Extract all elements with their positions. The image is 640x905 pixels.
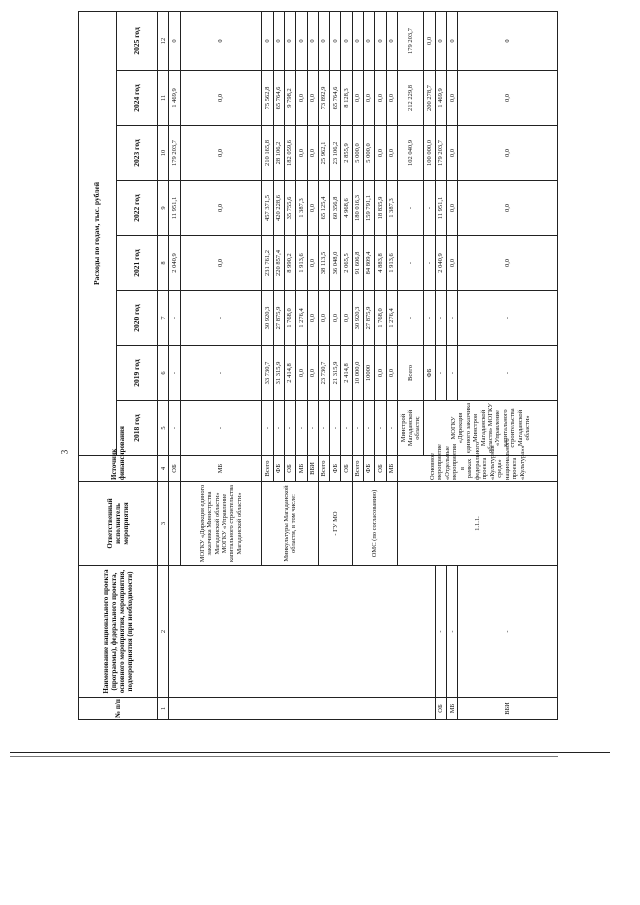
col-number: 3 (158, 482, 169, 566)
col-header-executor: Ответственный исполнитель мероприятия (79, 482, 158, 566)
item-number: 1.1.1. (398, 482, 558, 566)
value-cell: 27 875,9 (273, 291, 284, 346)
value-cell: 8 990,2 (284, 236, 295, 291)
value-cell: 65 764,6 (273, 71, 284, 126)
value-cell: 0,0 (447, 126, 458, 181)
value-cell: 0,0 (307, 181, 318, 236)
value-cell: 0,0 (296, 71, 307, 126)
value-cell: - (341, 401, 352, 456)
year-header: 2024 год (117, 71, 158, 126)
value-cell: - (458, 566, 558, 698)
value-cell: 0 (296, 11, 307, 70)
value-cell: 2 414,8 (284, 346, 295, 401)
table-cell (169, 566, 435, 698)
value-cell: 102 040,9 (398, 126, 424, 181)
value-cell: 18 835,9 (375, 181, 386, 236)
source-cell: Всего (318, 456, 329, 482)
value-cell: 0,0 (386, 71, 397, 126)
value-cell: 179 203,7 (398, 11, 424, 70)
value-cell: 210 165,8 (262, 126, 273, 181)
value-cell: 60 356,8 (330, 181, 341, 236)
value-cell: 0,0 (458, 71, 558, 126)
col-number: 4 (158, 456, 169, 482)
item-name: Основное мероприятие «Отдельные мероприятия в рамках федерального проекта «Культурная среда» национального проекта «Культура»» (398, 456, 558, 482)
page-divider (10, 752, 610, 753)
value-cell: 2 855,9 (341, 126, 352, 181)
value-cell: 0 (447, 11, 458, 70)
value-cell: 180 016,3 (352, 181, 363, 236)
source-cell: ФБ (330, 456, 341, 482)
source-cell: ОБ (284, 456, 295, 482)
col-number: 6 (158, 346, 169, 401)
value-cell: 30 920,3 (352, 291, 363, 346)
value-cell: 1 768,0 (375, 291, 386, 346)
value-cell: 27 875,9 (364, 291, 375, 346)
value-cell: - (352, 401, 363, 456)
value-cell: 11 951,1 (169, 181, 180, 236)
value-cell: 0 (330, 11, 341, 70)
value-cell: 2 414,8 (341, 346, 352, 401)
value-cell: 25 962,1 (318, 126, 329, 181)
col-number: 10 (158, 126, 169, 181)
value-cell: 0,0 (341, 291, 352, 346)
value-cell: 35 755,6 (284, 181, 295, 236)
value-cell: - (424, 236, 435, 291)
value-cell: 84 809,4 (364, 236, 375, 291)
year-header: 2019 год (117, 346, 158, 401)
value-cell: - (180, 401, 261, 456)
value-cell: 1 387,3 (296, 181, 307, 236)
col-number: 9 (158, 181, 169, 236)
year-header: 2023 год (117, 126, 158, 181)
scan-edge-line (10, 756, 558, 757)
value-cell: - (273, 401, 284, 456)
value-cell: 65 125,4 (318, 181, 329, 236)
value-cell: 182 059,6 (284, 126, 295, 181)
value-cell: 0 (386, 11, 397, 70)
value-cell: 0,0 (180, 71, 261, 126)
value-cell: 38 113,5 (318, 236, 329, 291)
value-cell: 0,0 (386, 126, 397, 181)
value-cell: 0 (352, 11, 363, 70)
value-cell: - (296, 401, 307, 456)
value-cell: 0,0 (375, 346, 386, 401)
value-cell: 2 040,9 (435, 236, 446, 291)
value-cell: 0,0 (307, 126, 318, 181)
value-cell: 36 048,0 (330, 236, 341, 291)
value-cell: 0,0 (352, 71, 363, 126)
value-cell: - (169, 401, 180, 456)
value-cell: - (458, 291, 558, 346)
value-cell: 5 000,0 (364, 126, 375, 181)
table-cell (169, 698, 435, 720)
value-cell: 0,0 (447, 236, 458, 291)
value-cell: 0 (341, 11, 352, 70)
value-cell: 30 920,3 (262, 291, 273, 346)
value-cell: - (375, 401, 386, 456)
value-cell: - (398, 236, 424, 291)
value-cell: 33 730,7 (262, 346, 273, 401)
value-cell: 1 768,0 (284, 291, 295, 346)
value-cell: 231 761,2 (262, 236, 273, 291)
value-cell: 179 203,7 (435, 126, 446, 181)
value-cell: - (262, 401, 273, 456)
year-header: 2020 год (117, 291, 158, 346)
value-cell: 1 469,9 (435, 71, 446, 126)
value-cell: 0 (169, 11, 180, 70)
value-cell: 23 106,2 (330, 126, 341, 181)
value-cell: 1 469,9 (169, 71, 180, 126)
value-cell: 10 000,0 (352, 346, 363, 401)
year-header: 2018 год (117, 401, 158, 456)
value-cell: 0,0 (458, 126, 558, 181)
source-cell: МБ (296, 456, 307, 482)
value-cell: - (447, 566, 458, 698)
value-cell: 0 (375, 11, 386, 70)
col-header-source: Источник финансирования (79, 456, 158, 482)
executor-cell: Минстрой Магаданской области; (398, 401, 424, 456)
value-cell: 2 040,9 (169, 236, 180, 291)
executor-cell: - ГУ МО (318, 482, 352, 566)
value-cell: - (386, 401, 397, 456)
value-cell: 0 (180, 11, 261, 70)
col-number: 12 (158, 11, 169, 70)
value-cell: 0,0 (364, 71, 375, 126)
value-cell: - (364, 401, 375, 456)
source-cell: МБ (180, 456, 261, 482)
value-cell: 0 (262, 11, 273, 70)
value-cell: 0,0 (307, 236, 318, 291)
value-cell: 0,0 (296, 126, 307, 181)
source-cell: Всего (262, 456, 273, 482)
source-cell: ФБ (364, 456, 375, 482)
source-cell: ВБИ (307, 456, 318, 482)
value-cell: 28 106,2 (273, 126, 284, 181)
value-cell: 0,0 (180, 126, 261, 181)
rotated-page (78, 12, 558, 720)
value-cell: 4 883,8 (375, 236, 386, 291)
value-cell: 0,0 (307, 346, 318, 401)
value-cell: - (307, 401, 318, 456)
value-cell: 420 228,6 (273, 181, 284, 236)
value-cell: 212 229,8 (398, 71, 424, 126)
value-cell: 91 606,8 (352, 236, 363, 291)
value-cell: 0 (318, 11, 329, 70)
source-cell: Всего (398, 346, 424, 401)
value-cell: 1 276,4 (296, 291, 307, 346)
value-cell: 0 (307, 11, 318, 70)
value-cell: 11 951,1 (435, 181, 446, 236)
value-cell: 8 128,3 (341, 71, 352, 126)
value-cell: - (458, 346, 558, 401)
value-cell: - (169, 291, 180, 346)
value-cell: - (284, 401, 295, 456)
value-cell: 220 857,4 (273, 236, 284, 291)
value-cell: - (435, 291, 446, 346)
value-cell: 179 203,7 (169, 126, 180, 181)
value-cell: 0,0 (447, 181, 458, 236)
table-cell (169, 482, 180, 566)
col-number: 8 (158, 236, 169, 291)
value-cell: 159 791,1 (364, 181, 375, 236)
executor-cell: МОГКУ «Дирекция единого заказчика Министрства Магаданской области» МОГКУ «Управление капитального строительства Магаданской области» (180, 482, 261, 566)
value-cell: - (398, 181, 424, 236)
col-header-num: № п/п (79, 698, 158, 720)
value-cell: 0,0 (424, 11, 435, 70)
budget-table-container (78, 12, 558, 720)
executor-cell: Минкультуры Магаданской области, в том числе: (262, 482, 319, 566)
value-cell: 0,0 (307, 71, 318, 126)
value-cell: 0,0 (375, 126, 386, 181)
value-cell: - (398, 291, 424, 346)
value-cell: - (435, 566, 446, 698)
source-cell: ОБ (341, 456, 352, 482)
budget-table (78, 11, 558, 720)
value-cell: 0,0 (180, 181, 261, 236)
value-cell: - (447, 291, 458, 346)
value-cell: - (424, 181, 435, 236)
value-cell: 0,0 (458, 236, 558, 291)
executor-cell: МОГКУ «Дирекция единого заказчика Минстроя Магаданской области» МОГКУ «Управление капитального строительства Магаданской области» (424, 401, 558, 456)
value-cell: 0 (273, 11, 284, 70)
value-cell: - (330, 401, 341, 456)
value-cell: 2 065,5 (341, 236, 352, 291)
value-cell: 73 892,9 (318, 71, 329, 126)
value-cell: - (318, 401, 329, 456)
value-cell: 1 913,6 (296, 236, 307, 291)
value-cell: - (424, 291, 435, 346)
source-cell: Всего (352, 456, 363, 482)
col-number: 2 (158, 566, 169, 698)
value-cell: 0 (364, 11, 375, 70)
value-cell: - (180, 291, 261, 346)
value-cell: 1 276,4 (386, 291, 397, 346)
value-cell: 1 387,3 (386, 181, 397, 236)
value-cell: 200 278,7 (424, 71, 435, 126)
source-cell: ВБИ (458, 698, 558, 720)
col-number: 5 (158, 401, 169, 456)
value-cell: 10000 (364, 346, 375, 401)
value-cell: 0,0 (330, 291, 341, 346)
col-number: 11 (158, 71, 169, 126)
value-cell: 4 968,6 (341, 181, 352, 236)
source-cell: ФБ (273, 456, 284, 482)
value-cell: 457 371,5 (262, 181, 273, 236)
value-cell: 0 (458, 11, 558, 70)
value-cell: - (180, 346, 261, 401)
source-cell: МБ (447, 698, 458, 720)
year-header: 2022 год (117, 181, 158, 236)
value-cell: 0,0 (296, 346, 307, 401)
value-cell: 0 (284, 11, 295, 70)
value-cell: 0,0 (318, 291, 329, 346)
value-cell: 0,0 (458, 181, 558, 236)
col-number: 1 (158, 698, 169, 720)
col-header-name: Наименование национального проекта (программы), федерального проекта, основного мероприятия, мероприятия, подмероприятия (при необходимости) (79, 566, 158, 698)
value-cell: 0 (435, 11, 446, 70)
value-cell: 0,0 (375, 71, 386, 126)
value-cell: - (169, 346, 180, 401)
value-cell: 31 315,9 (273, 346, 284, 401)
source-cell: ФБ (424, 346, 435, 401)
source-cell: ОБ (169, 456, 180, 482)
year-header: 2025 год (117, 11, 158, 70)
value-cell: 0,0 (447, 71, 458, 126)
source-cell: ОБ (375, 456, 386, 482)
value-cell: 75 562,8 (262, 71, 273, 126)
executor-cell: ОМС (по согласованию) (352, 482, 397, 566)
value-cell: 9 798,2 (284, 71, 295, 126)
source-cell: МБ (386, 456, 397, 482)
value-cell: 1 913,6 (386, 236, 397, 291)
value-cell: 0,0 (180, 236, 261, 291)
value-cell: - (447, 346, 458, 401)
value-cell: 0,0 (386, 346, 397, 401)
value-cell: 21 315,9 (330, 346, 341, 401)
year-header: 2021 год (117, 236, 158, 291)
value-cell: 23 730,7 (318, 346, 329, 401)
value-cell: 5 000,0 (352, 126, 363, 181)
expenses-header: Расходы по годам, тыс. рублей (79, 11, 117, 455)
col-number: 7 (158, 291, 169, 346)
source-cell: ОБ (435, 698, 446, 720)
value-cell: 100 000,0 (424, 126, 435, 181)
page-number: 3 (59, 449, 70, 455)
value-cell: - (435, 346, 446, 401)
value-cell: 65 764,6 (330, 71, 341, 126)
value-cell: 0,0 (307, 291, 318, 346)
